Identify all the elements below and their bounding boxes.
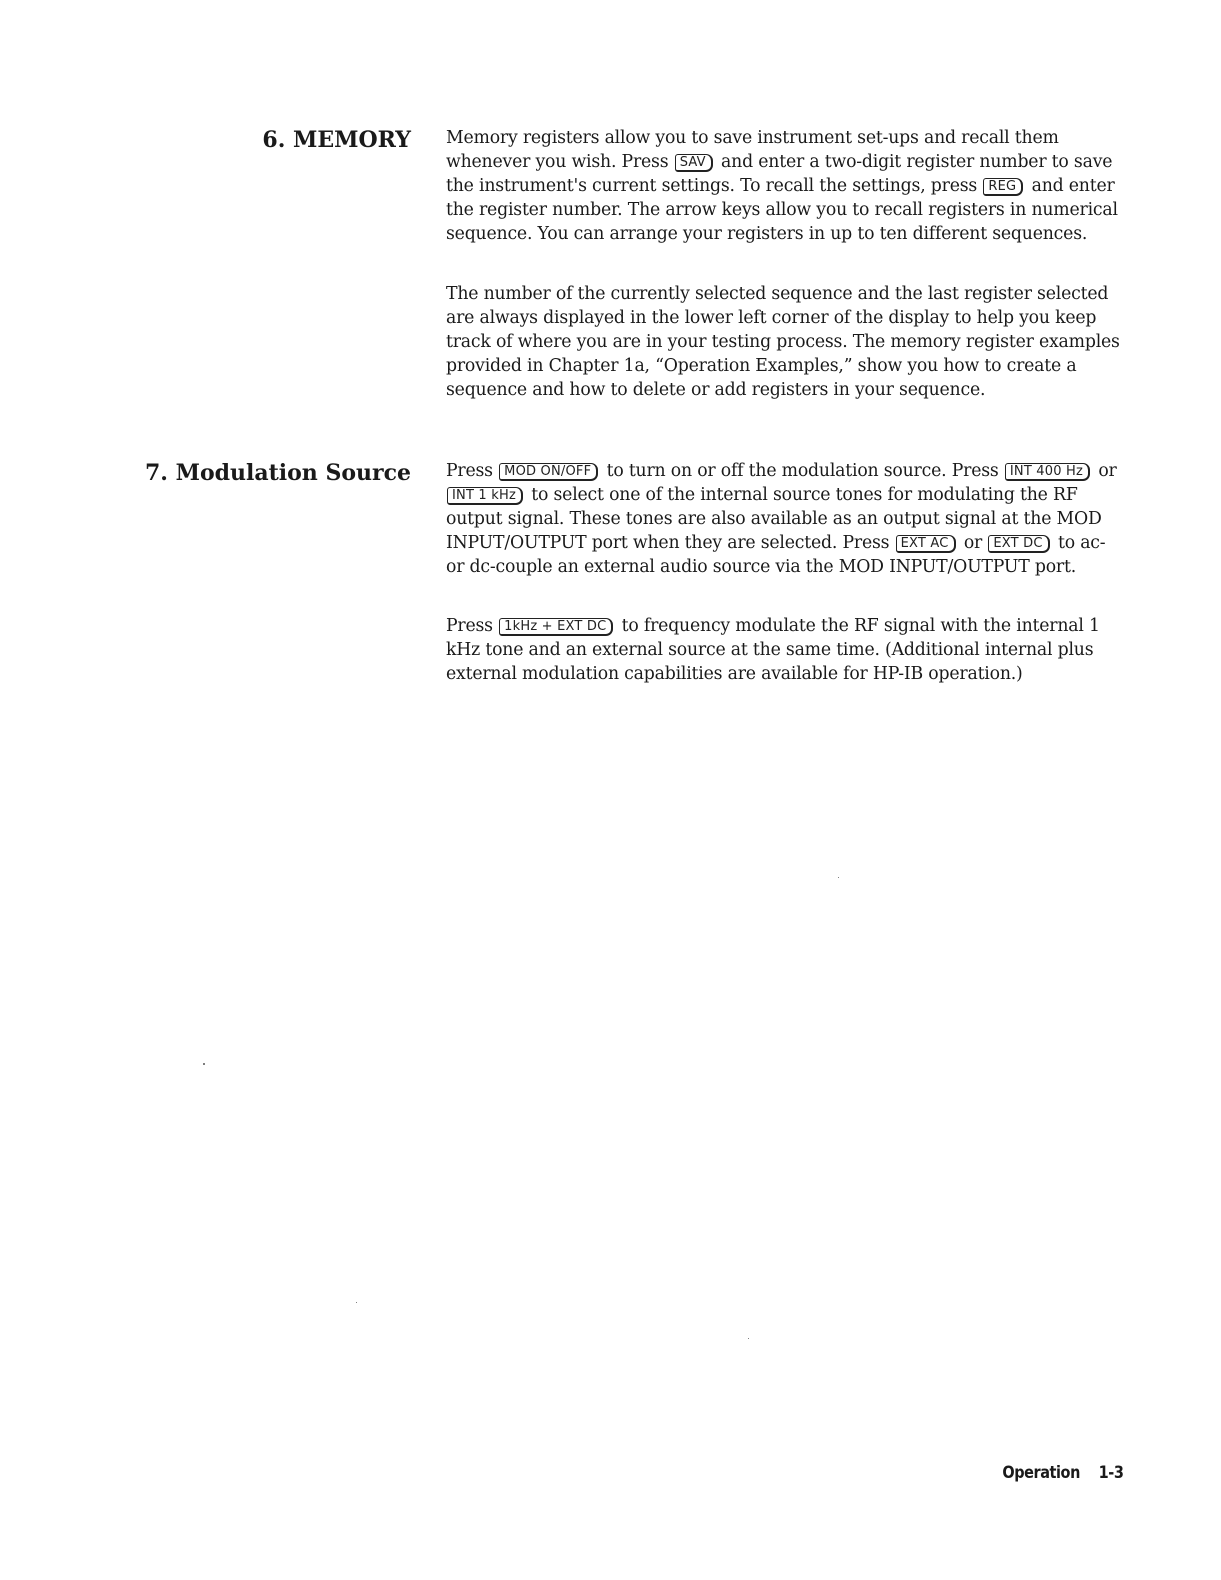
footer-page-number: 1-3 (1098, 1463, 1123, 1483)
memory-text-1: Memory registers allow you to save instrument set-ups and recall them whenever you wish. Press (446, 128, 1059, 172)
memory-text-3: and enter the register number. The arrow keys allow you to recall registers in numerical sequence. You can arrange your registers in up to ten different sequences. (446, 176, 1118, 244)
ext-ac-key[interactable]: EXT AC (896, 535, 956, 553)
modulation-text-4: to select one of the internal source tones for modulating the RF output signal. These tones are also available as an output signal at the MOD INPUT/OUTPUT port when they are selected. Press (446, 485, 1102, 553)
modulation-text-3: or (1093, 461, 1117, 481)
int-1khz-key[interactable]: INT 1 kHz (447, 487, 523, 505)
modulation-p2-text-1: Press (446, 616, 499, 636)
memory-paragraph-2-text: The number of the currently selected sequence and the last register selected are always displayed in the lower left corner of the display to help you keep track of where you are in your testing process. The memory register examples provided in Chapter 1a, “Operation Examples,” show you how to create a sequence and how to delete or add registers in your sequence. (446, 284, 1120, 400)
modulation-paragraph-1 (446, 459, 1126, 579)
footer-section-label: Operation (1001, 1463, 1080, 1483)
modulation-text-6: to ac- or dc-couple an external audio source via the MOD INPUT/OUTPUT port. (446, 533, 1106, 577)
modulation-source-heading: 7. Modulation Source (144, 460, 411, 486)
sav-key[interactable]: SAV (675, 154, 713, 172)
mod-on-off-key[interactable]: MOD ON/OFF (499, 463, 598, 481)
modulation-text-2: to turn on or off the modulation source. Press (601, 461, 1004, 481)
scan-speck (838, 877, 839, 878)
memory-paragraph-2 (446, 282, 1126, 402)
page-footer (1002, 1463, 1123, 1483)
ext-dc-key[interactable]: EXT DC (988, 535, 1049, 553)
int-400hz-key[interactable]: INT 400 Hz (1005, 463, 1090, 481)
memory-text-2: and enter a two-digit register number to save the instrument's current settings. To recall the settings, press (446, 152, 1113, 196)
reg-key[interactable]: REG (983, 178, 1023, 196)
memory-heading: 6. MEMORY (262, 127, 411, 153)
modulation-text-1: Press (446, 461, 499, 481)
1khz-ext-dc-key[interactable]: 1kHz + EXT DC (499, 618, 613, 636)
modulation-p2-text-2: to frequency modulate the RF signal with the internal 1 kHz tone and an external source at the same time. (Additional internal plus external modulation capabilities are available for HP-IB operation.) (446, 616, 1100, 684)
scan-speck (356, 1302, 357, 1303)
modulation-text-5: or (958, 533, 988, 553)
scan-speck (748, 1338, 749, 1339)
modulation-paragraph-2 (446, 614, 1126, 686)
scan-speck (203, 1063, 205, 1065)
memory-paragraph-1 (446, 126, 1126, 246)
